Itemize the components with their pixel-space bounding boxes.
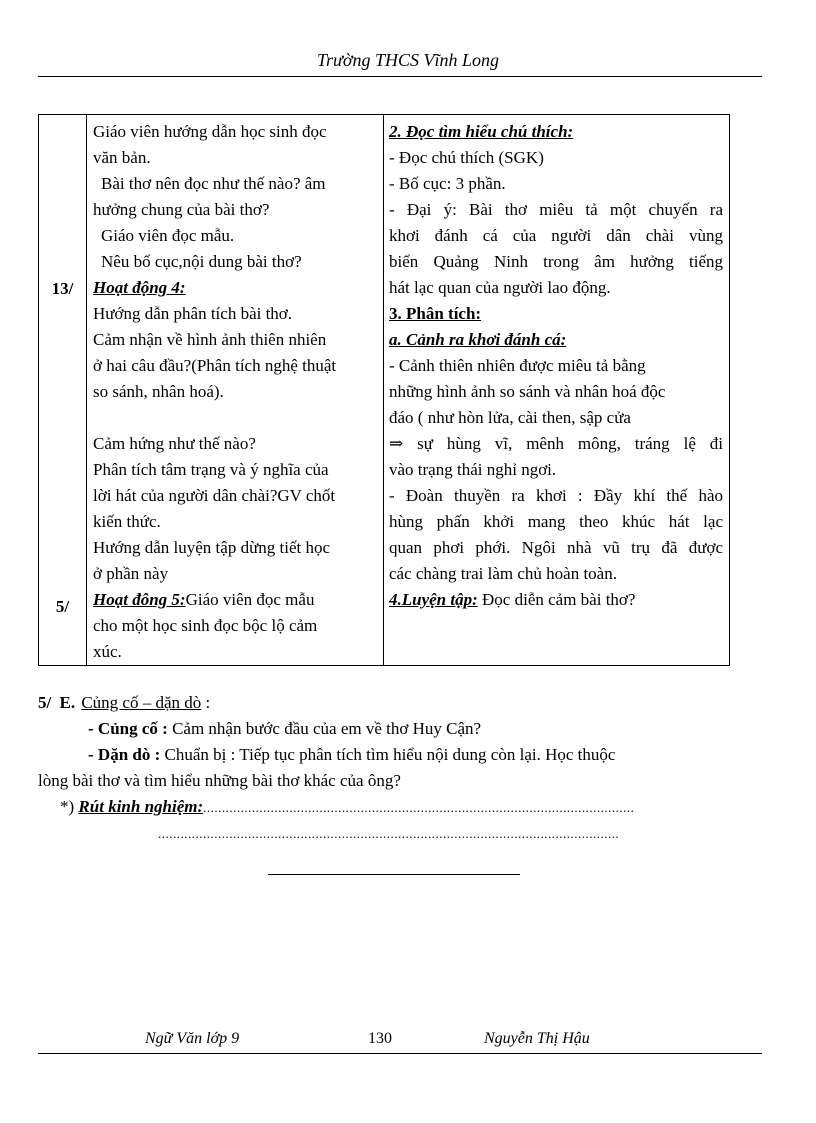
teacher-line: Cảm hứng như thế nào? [93, 434, 256, 453]
teacher-line: Giáo viên đọc mẫu [185, 590, 315, 609]
teacher-line-blank [93, 405, 383, 431]
experience-label: Rút kinh nghiệm: [78, 797, 204, 816]
consolidation-heading: Củng cố – dặn dò [81, 693, 202, 712]
experience-row-2 [38, 820, 728, 846]
teacher-line: Giáo viên đọc mẫu. [101, 226, 235, 245]
time-13: 13/ [51, 279, 74, 298]
activity-4-heading: Hoạt động 4: [93, 278, 186, 297]
content-line: các chàng trai làm chủ hoàn toàn. [389, 564, 617, 583]
time-5: 5/ [55, 597, 70, 616]
content-line: - Đọc chú thích (SGK) [389, 148, 544, 167]
lesson-table [38, 114, 730, 666]
teacher-line: cho một học sinh đọc bộc lộ cảm [93, 616, 318, 635]
content-line: hùng phấn khởi mang theo khúc hát lạc [389, 512, 723, 531]
dando-text-cont: lòng bài thơ và tìm hiểu những bài thơ khác của ông? [38, 771, 401, 790]
content-line: - Bố cục: 3 phần. [389, 174, 506, 193]
cungco-label: - Củng cố : [88, 719, 168, 738]
footer-page-number: 130 [368, 1030, 392, 1047]
table-row [39, 115, 730, 666]
teacher-line: Hướng dẫn luyện tập dừng tiết học [93, 538, 331, 557]
teacher-activity-column [87, 115, 384, 666]
teacher-line: so sánh, nhân hoá). [93, 382, 224, 401]
consolidation-time: 5/ [38, 693, 52, 712]
content-line: khơi đánh cá của người dân chài vùng [389, 226, 723, 245]
activity-5-heading: Hoạt đông 5: [93, 590, 186, 609]
teacher-line: ở phần này [93, 564, 169, 583]
dando-text: Chuẩn bị : Tiếp tục phân tích tìm hiểu nội dung còn lại. Học thuộc [160, 745, 616, 764]
content-line: những hình ảnh so sánh và nhân hoá độc [389, 382, 666, 401]
content-line: ⇒ sự hùng vĩ, mênh mông, tráng lệ đi [389, 434, 723, 453]
section-4-heading: 4.Luyện tập: [389, 590, 478, 609]
teacher-line: Nêu bố cục,nội dung bài thơ? [101, 252, 302, 271]
teacher-line: Hướng dẫn phân tích bài thơ. [93, 304, 293, 323]
dando-label: - Dặn dò : [88, 745, 161, 764]
footer-rule [38, 1053, 762, 1054]
content-line: - Đại ý: Bài thơ miêu tả một chuyến ra [389, 200, 723, 219]
consolidation-heading-row [38, 690, 728, 716]
consolidation-heading-suffix: : [201, 693, 211, 712]
experience-dots-2: ........................................................................................................................... [158, 826, 620, 841]
experience-dots: ................................................................................................................... [203, 800, 635, 815]
content-line: hát lạc quan của người lao động. [389, 278, 611, 297]
teacher-line: kiến thức. [93, 512, 161, 531]
section-3-heading: 3. Phân tích: [389, 304, 482, 323]
footer-subject: Ngữ Văn lớp 9 [145, 1030, 240, 1047]
cungco-text: Cảm nhận bước đầu của em về thơ Huy Cận? [167, 719, 482, 738]
consolidation-letter: E. [59, 693, 76, 712]
dando-row [38, 742, 728, 768]
teacher-line: hưởng chung của bài thơ? [93, 200, 270, 219]
experience-row [38, 794, 728, 820]
header-rule [38, 76, 762, 77]
teacher-line: xúc. [93, 642, 122, 661]
content-line: Đọc diễn cảm bài thơ? [477, 590, 636, 609]
teacher-line: Bài thơ nên đọc như thế nào? âm [101, 174, 326, 193]
content-line: biển Quảng Ninh trong âm hưởng tiếng [389, 252, 723, 271]
experience-prefix: *) [60, 797, 75, 816]
cungco-row [38, 716, 728, 742]
separator-line [268, 874, 520, 875]
time-column [39, 115, 87, 666]
dando-row-cont [38, 768, 728, 794]
footer-author: Nguyễn Thị Hậu [484, 1030, 590, 1047]
teacher-line: Giáo viên hướng dẫn học sinh đọc [93, 122, 327, 141]
teacher-line: văn bản. [93, 148, 151, 167]
activity-5-line [93, 587, 383, 613]
teacher-line: Cảm nhận về hình ảnh thiên nhiên [93, 330, 327, 349]
content-line: đáo ( như hòn lửa, cài then, sập cửa [389, 408, 631, 427]
section-3a-heading: a. Cảnh ra khơi đánh cá: [389, 330, 567, 349]
teacher-line: ở hai câu đầu?(Phân tích nghệ thuật [93, 356, 337, 375]
content-line: - Đoàn thuyền ra khơi : Đầy khí thế hào [389, 486, 723, 505]
content-line: quan phơi phới. Ngôi nhà vũ trụ đã được [389, 538, 723, 557]
section-2-heading: 2. Đọc tìm hiểu chú thích: [389, 122, 574, 141]
teacher-line: lời hát của người dân chài?GV chốt [93, 486, 336, 505]
content-column [384, 115, 730, 666]
header-school: Trường THCS Vĩnh Long [317, 50, 499, 70]
teacher-line: Phân tích tâm trạng và ý nghĩa của [93, 460, 329, 479]
section-4-line [389, 587, 723, 613]
content-line: - Cảnh thiên nhiên được miêu tả bằng [389, 356, 646, 375]
content-line: vào trạng thái nghỉ ngơi. [389, 460, 557, 479]
consolidation-section [38, 690, 728, 846]
